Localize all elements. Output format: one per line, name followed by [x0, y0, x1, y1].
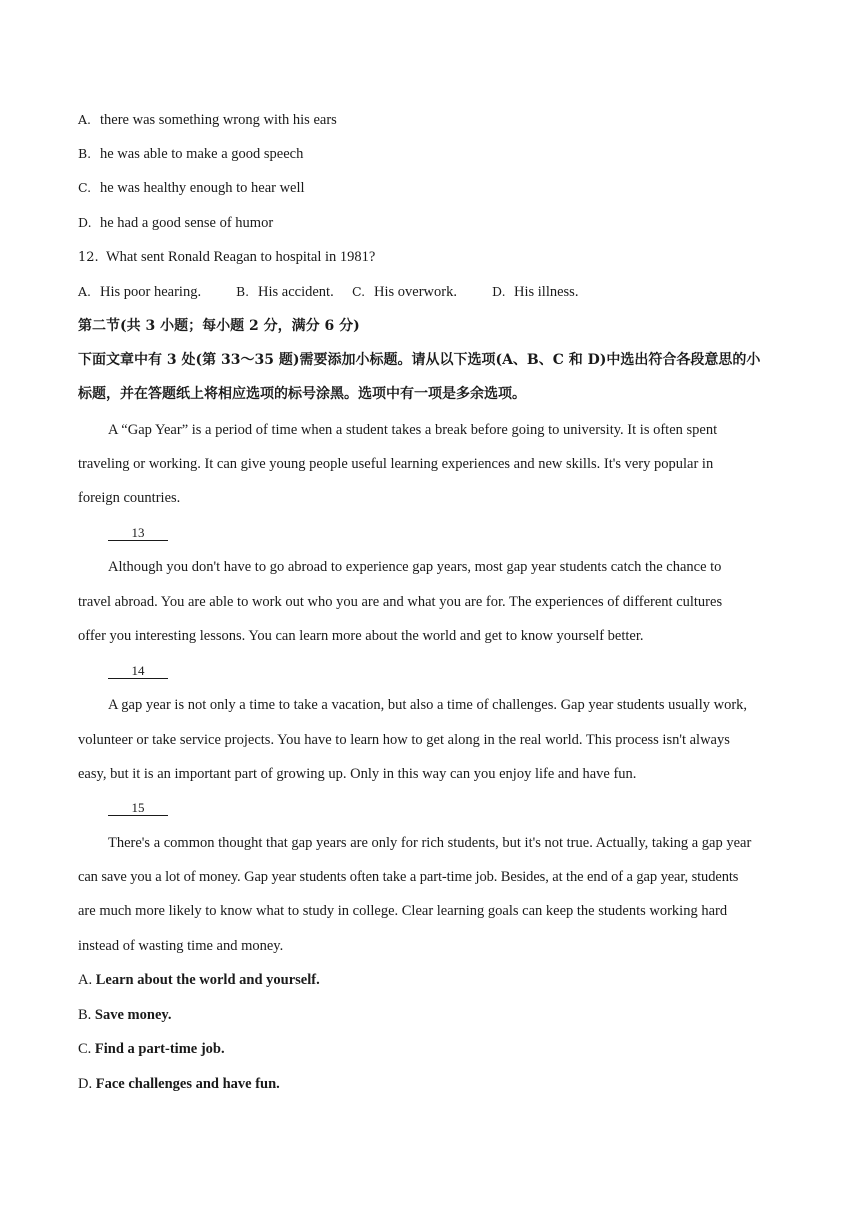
passage-p3-line1: A gap year is not only a time to take a vacation, but also a time of challenges. Gap year students usually work,: [108, 697, 748, 713]
question-text: What sent Ronald Reagan to hospital in 1981?: [105, 249, 376, 265]
option-text: he was able to make a good speech: [100, 146, 304, 162]
option-letter: B.: [236, 284, 250, 299]
option-text: His accident.: [258, 284, 334, 300]
passage-p1-line2: traveling or working. It can give young people useful learning experiences and new skills. It's very popular in: [78, 456, 714, 472]
q12-option-d: [492, 282, 578, 302]
passage-p1-line1: A “Gap Year” is a period of time when a student takes a break before going to university. It is often spent: [108, 422, 718, 438]
passage-p3-line3: easy, but it is an important part of growing up. Only in this way can you enjoy life and have fun.: [78, 766, 637, 782]
passage-p3-line2: volunteer or take service projects. You have to learn how to get along in the real world. This process isn't always: [78, 732, 730, 748]
option-letter: A.: [78, 112, 92, 127]
q12-option-b: [236, 282, 352, 302]
passage-p4-line4: instead of wasting time and money.: [78, 938, 284, 954]
q11-option-b: [78, 144, 303, 164]
option-text: he was healthy enough to hear well: [100, 180, 305, 196]
section-instruction-line1: 下面文章中有 3 处(第 33～35 题)需要添加小标题。请从以下选项(A、B、C 和 D)中选出符合各段意思的小: [78, 352, 761, 368]
option-text: there was something wrong with his ears: [100, 112, 337, 128]
passage-p1-line3: foreign countries.: [78, 490, 181, 506]
q12-option-c: [352, 282, 492, 302]
option-text: Save money.: [94, 1007, 172, 1023]
section-instruction-line2: 标题，并在答题纸上将相应选项的标号涂黑。选项中有一项是多余选项。: [78, 386, 526, 402]
passage-p4-line2: can save you a lot of money. Gap year students often take a part-time job. Besides, at the end of a gap year, students: [78, 869, 739, 885]
heading-option-c: [78, 1039, 225, 1059]
q11-option-a: [78, 110, 337, 130]
option-letter: B.: [78, 146, 92, 161]
q11-option-d: [78, 213, 273, 233]
blank-number: 15: [108, 800, 168, 816]
q12-stem: [78, 247, 375, 268]
heading-option-d: [78, 1074, 280, 1094]
option-letter: D.: [78, 1076, 93, 1092]
option-letter: A.: [78, 284, 92, 299]
blank-number: 14: [108, 663, 168, 679]
option-letter: C.: [352, 284, 366, 299]
passage-p2-line1: Although you don't have to go abroad to experience gap years, most gap year students catch the chance to: [108, 559, 722, 575]
option-letter: D.: [492, 284, 506, 299]
option-letter: C.: [78, 180, 92, 195]
option-text: His illness.: [514, 284, 579, 300]
q11-option-c: [78, 178, 305, 198]
option-text: Learn about the world and yourself.: [95, 972, 320, 988]
section-heading: 第二节(共 3 小题；每小题 2 分，满分 6 分): [78, 318, 360, 334]
passage-p4-line1: There's a common thought that gap years are only for rich students, but it's not true. Actually, taking a gap year: [108, 835, 752, 851]
option-text: His poor hearing.: [100, 284, 202, 300]
passage-p4-line3: are much more likely to know what to study in college. Clear learning goals can keep the students working hard: [78, 903, 728, 919]
question-number: 12.: [78, 250, 99, 265]
heading-blank-15: [108, 798, 168, 818]
q12-option-a: [78, 282, 236, 302]
heading-blank-13: [108, 523, 168, 543]
option-text: His overwork.: [374, 284, 457, 300]
heading-blank-14: [108, 661, 168, 681]
option-text: Face challenges and have fun.: [95, 1076, 280, 1092]
passage-p2-line3: offer you interesting lessons. You can learn more about the world and get to know yourself better.: [78, 628, 644, 644]
option-letter: A.: [78, 972, 93, 988]
q12-options: [78, 282, 578, 302]
option-text: he had a good sense of humor: [100, 215, 274, 231]
option-letter: B.: [78, 1007, 92, 1023]
option-letter: C.: [78, 1041, 92, 1057]
option-text: Find a part-time job.: [94, 1041, 225, 1057]
heading-option-a: [78, 970, 320, 990]
option-letter: D.: [78, 215, 92, 230]
heading-option-b: [78, 1005, 171, 1025]
passage-p2-line2: travel abroad. You are able to work out who you are and what you are for. The experiences of different cultures: [78, 594, 723, 610]
blank-number: 13: [108, 525, 168, 541]
